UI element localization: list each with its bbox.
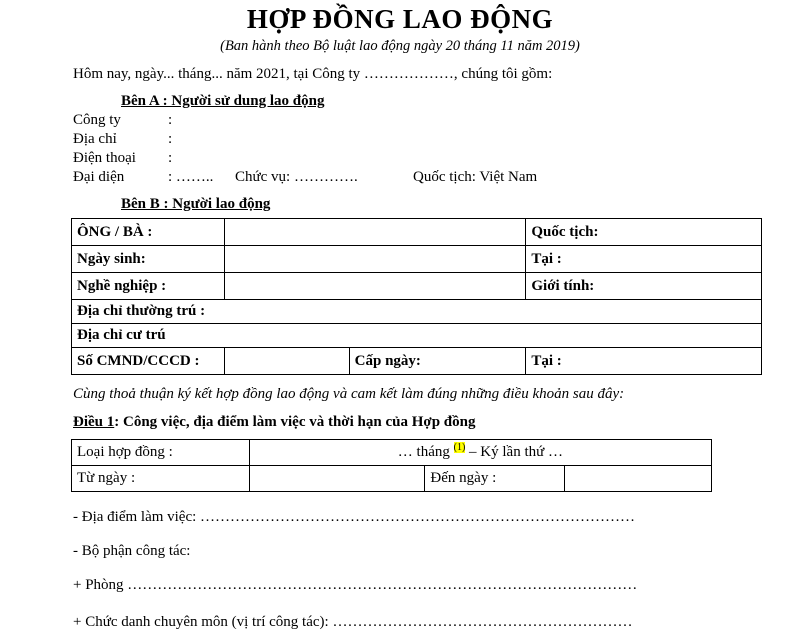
footnote-marker: (1) — [453, 442, 466, 453]
position-field: Chức vụ: …………. — [235, 169, 358, 185]
job-title-line: + Chức danh chuyên môn (vị trí công tác): …………………………………………………… — [73, 614, 633, 630]
permanent-address-label: Địa chỉ thường trú : — [72, 300, 762, 324]
issue-date-label: Cấp ngày: — [349, 348, 526, 375]
company-label: Công ty — [73, 112, 121, 128]
representative-value: : …….. — [168, 169, 214, 185]
gender-label: Giới tính: — [526, 273, 762, 300]
table-row — [72, 348, 762, 375]
company-colon: : — [168, 112, 173, 128]
issue-place-label: Tại : — [526, 348, 762, 375]
address-colon: : — [168, 131, 173, 147]
contract-duration: … tháng — [397, 444, 450, 460]
document-title: HỢP ĐỒNG LAO ĐỘNG — [246, 4, 554, 34]
nationality-label: Quốc tịch: — [526, 219, 762, 246]
table-row — [72, 440, 712, 466]
name-label: ÔNG / BÀ : — [72, 219, 225, 246]
address-label: Địa chỉ — [73, 131, 117, 147]
contract-type-label: Loại hợp đồng : — [72, 440, 250, 466]
residence-address-label: Địa chỉ cư trú — [72, 324, 762, 348]
article-1-label: Điều 1 — [73, 414, 115, 430]
table-row — [72, 300, 762, 324]
name-value[interactable] — [224, 219, 525, 246]
party-b-heading: Bên B : Người lao động — [121, 196, 271, 212]
id-number-value[interactable] — [224, 348, 349, 375]
dob-label: Ngày sinh: — [72, 246, 225, 273]
party-a-heading: Bên A : Người sử dung lao động — [121, 93, 325, 109]
to-date-value[interactable] — [565, 466, 712, 492]
nationality-field: Quốc tịch: Việt Nam — [413, 169, 538, 185]
table-row — [72, 466, 712, 492]
representative-label: Đại diện — [73, 169, 125, 185]
table-row — [72, 324, 762, 348]
document-subtitle: (Ban hành theo Bộ luật lao động ngày 20 tháng 11 năm 2019) — [220, 38, 580, 54]
workplace-line: - Địa điểm làm việc: …………………………………………………………………………… — [73, 509, 636, 525]
table-row — [72, 273, 762, 300]
article-1-heading — [73, 414, 475, 431]
contract-type-value[interactable] — [249, 440, 711, 466]
agreement-statement: Cùng thoả thuận ký kết hợp đồng lao động và cam kết làm đúng những điều khoản sau đây: — [73, 386, 625, 402]
to-date-label: Đến ngày : — [425, 466, 565, 492]
room-line: + Phòng ………………………………………………………………………………………… — [73, 577, 638, 593]
department-line: - Bộ phận công tác: — [73, 543, 191, 559]
birthplace-label: Tại : — [526, 246, 762, 273]
table-row — [72, 246, 762, 273]
table-row — [72, 219, 762, 246]
from-date-value[interactable] — [249, 466, 425, 492]
dob-value[interactable] — [224, 246, 525, 273]
job-label: Nghề nghiệp : — [72, 273, 225, 300]
article-1-title: : Công việc, địa điểm làm việc và thời hạn của Hợp đồng — [114, 414, 476, 430]
job-value[interactable] — [224, 273, 525, 300]
signing-count: – Ký lần thứ … — [469, 444, 563, 460]
intro-line: Hôm nay, ngày... tháng... năm 2021, tại Công ty ………………, chúng tôi gồm: — [73, 66, 553, 82]
phone-colon: : — [168, 150, 173, 166]
from-date-label: Từ ngày : — [72, 466, 250, 492]
id-number-label: Số CMND/CCCD : — [72, 348, 225, 375]
phone-label: Điện thoại — [73, 150, 136, 166]
contract-term-table — [71, 439, 712, 492]
party-b-table — [71, 218, 762, 375]
